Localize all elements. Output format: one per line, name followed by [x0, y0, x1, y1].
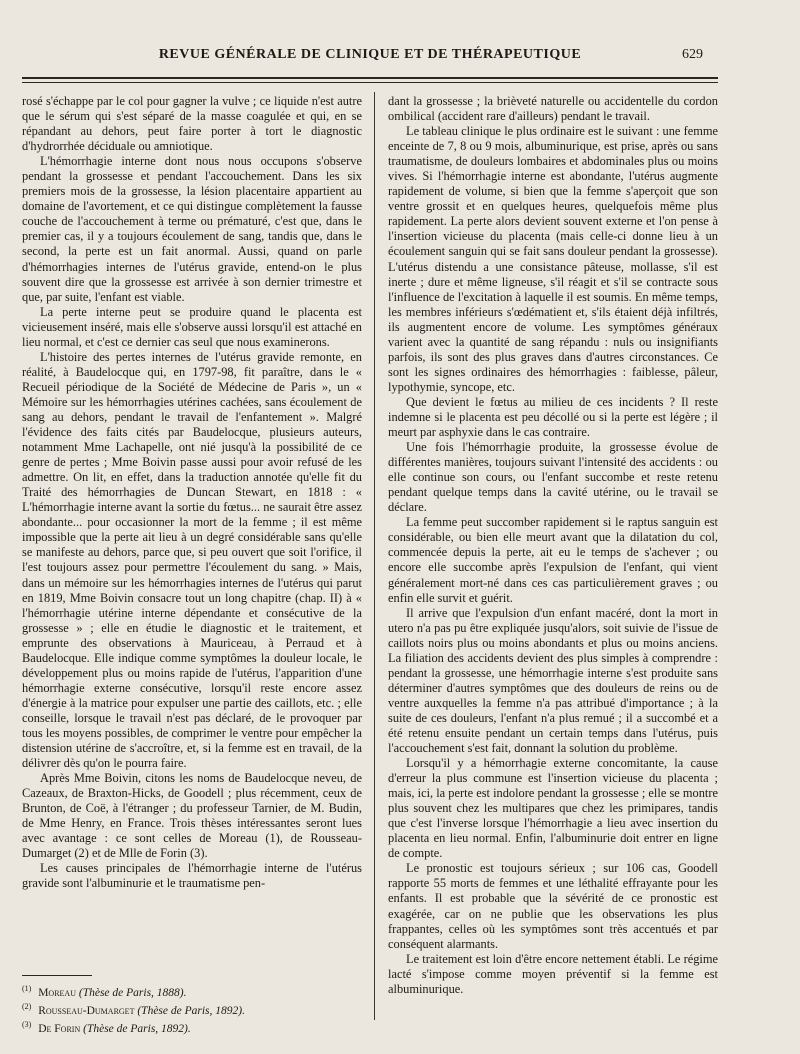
footnote-author: Moreau — [38, 986, 76, 999]
paragraph: Lorsqu'il y a hémorrhagie externe concomitante, la cause d'erreur la plus commune est l'insertion vicieuse du placenta ; mais, ici, la perte est indolore pendant la grossesse ; elle se montre plus souvent chez les multipares que chez les primipares, tandis que c'est l'inverse lorsque l'hémorrhagie a lieu avec insertion du placenta en lieu normal. Enfin, l'albuminurie doit entrer en ligne de compte. — [388, 756, 718, 861]
right-column — [388, 94, 718, 997]
paragraph: Les causes principales de l'hémorrhagie interne de l'utérus gravide sont l'albuminurie et le traumatisme pen- — [22, 861, 362, 891]
footnotes — [22, 975, 362, 1035]
paragraph: Il arrive que l'expulsion d'un enfant macéré, dont la mort in utero n'a pas pu être expliquée jusqu'alors, soit suivie de l'issue de caillots noirs plus ou moins abondants et plus ou moins anciens. La filiation des accidents devient des plus simples à comprendre : pendant la grossesse, une hémorrhagie interne s'est produite sans déterminer d'autres symptômes que des douleurs de reins ou de ventre auxquelles la femme n'a pas attribué d'importance ; à la suite de ces douleurs, l'enfant n'a plus remué ; il a succombé et a été retenu ensuite pendant un certain temps dans l'utérus, puis l'accouchement s'est fait, donnant la solution du problème. — [388, 605, 718, 756]
paragraph: L'hémorrhagie interne dont nous nous occupons s'observe pendant la grossesse et pendant l'accouchement. Dans les six premiers mois de la grossesse, la lésion placentaire appartient au domaine de l'avortement, et ce qui distingue complètement la fausse couche de l'accouchement à terme ou prématuré, c'est que, dans le premier cas, il y a toujours écoulement de sang, tandis que, dans le second, la perte est un fait anormal. Aussi, quand on parle d'hémorrhagies internes de l'utérus gravide, entend-on le plus souvent dire que la grossesse est arrivée à son dernier trimestre et que, par suite, l'enfant est viable. — [22, 154, 362, 304]
paragraph: Une fois l'hémorrhagie produite, la grossesse évolue de différentes manières, toujours suivant l'intensité des accidents : ou elle continue son cours, ou l'enfant succombe et reste retenu pendant quelque temps dans la cavité utérine, ou le travail se déclare. — [388, 440, 718, 515]
footnote-author: De Forin — [38, 1022, 81, 1035]
column-divider — [374, 92, 375, 1020]
paragraph: La femme peut succomber rapidement si le raptus sanguin est considérable, ou bien elle meurt avant que la dilatation du col, commencée depuis la perte, ait eu le temps de s'achever ; ou encore elle succombe après l'expulsion de l'enfant, qui vient généralement mort-né dans ces cas particulièrement graves ; ou enfin elle survit et guérit. — [388, 515, 718, 605]
footnote-source: (Thèse de Paris, 1892). — [83, 1022, 191, 1035]
paragraph: Après Mme Boivin, citons les noms de Baudelocque neveu, de Cazeaux, de Braxton-Hicks, de Goodell ; plus récemment, ceux de Brunton, de Coë, à l'étranger ; du professeur Tarnier, de M. Budin, de Mme Henry, en France. Trois thèses intéressantes seront lues avec avantage : ce sont celles de Moreau (1), de Rousseau-Dumarget (2) et de Mlle de Forin (3). — [22, 771, 362, 861]
footnote-mark: (3) — [22, 1019, 32, 1029]
footnote — [22, 1000, 362, 1018]
paragraph: Le pronostic est toujours sérieux ; sur 106 cas, Goodell rapporte 55 morts de femmes et une léthalité effrayante pour les enfants. Il est probable que la sévérité de ce pronostic est exagérée, car on ne publie que les observations les plus frappantes, celles où les symptômes sont très accentués et par conséquent alarmants. — [388, 861, 718, 951]
page-number: 629 — [682, 47, 703, 62]
left-column — [22, 94, 362, 891]
paragraph: rosé s'échappe par le col pour gagner la vulve ; ce liquide n'est autre que le sérum qui s'est séparé de la masse coagulée et qui, en se répandant au dehors, peut faire porter à tort le diagnostic d'hydrorrhée déciduale ou amniotique. — [22, 94, 362, 154]
paragraph: La perte interne peut se produire quand le placenta est vicieusement inséré, mais elle s'observe aussi lorsqu'il est attaché en lieu normal, et c'est ce dernier cas seul que nous examinerons. — [22, 304, 362, 349]
footnote-author: Rousseau-Dumarget — [38, 1004, 135, 1017]
footnote-source: (Thèse de Paris, 1888). — [78, 986, 187, 999]
running-title: REVUE GÉNÉRALE DE CLINIQUE ET DE THÉRAPEUTIQUE — [158, 47, 582, 62]
footnote — [22, 982, 362, 1000]
paragraph: L'histoire des pertes internes de l'utérus gravide remonte, en réalité, à Baudelocque qui, en 1797-98, fit paraître, dans le « Recueil périodique de la Société de Médecine de Paris », un « Mémoire sur les hémorrhagies utérines cachées, sans écoulement de sang au dehors, pendant le travail de l'enfantement ». Malgré l'évidence des faits cités par Baudelocque, plusieurs auteurs, notamment Mme Lachapelle, ont nié jusqu'à la possibilité de ce genre de pertes ; Mme Boivin passe aussi pour avoir refusé de les admettre. On lit, en effet, dans la traduction annotée qu'elle fit du Traité des hémorrhagies de Duncan Stewart, en 1818 : « L'hémorrhagie interne avant la sortie du fœtus... ne saurait être assez abondante... pour occasionner la mort de la femme ; il est même impossible que la perte ait lieu à un degré considérable sans qu'elle se manifeste au dehors, parce que, si peu ouvert que soit l'orifice, il l'est toujours assez pour permettre l'écoulement du sang. » Mais, dans un mémoire sur les hémorrhagies internes de l'utérus qui parut en 1819, Mme Boivin consacre tout un long chapitre (chap. II) à « l'hémorrhagie utérine interne dépendante et consécutive de la grossesse » ; elle en étudie le diagnostic et le traitement, et emprunte des observations à Mauriceau, à Perraud et à Baudelocque. Elle indique comme symptômes la douleur locale, le développement plus ou moins rapide de l'utérus, l'apparition d'une hémorrhagie externe consécutive, lorsqu'il reste encore assez d'énergie à la matrice pour expulser une partie des caillots, etc. ; elle conseille, lorsque le travail n'est pas déclaré, de le provoquer par tous les moyens possibles, de comprimer le ventre pour empêcher la distension utérine de s'accroître, et, si la femme est en travail, de la délivrer dès qu'on le pourra faire. — [22, 349, 362, 771]
footnote-source: (Thèse de Paris, 1892). — [137, 1004, 245, 1017]
paragraph: Le traitement est loin d'être encore nettement établi. Le régime lacté s'impose comme moyen préventif si la femme est albuminurique. — [388, 951, 718, 996]
footnote-rule — [22, 975, 92, 976]
paragraph: Le tableau clinique le plus ordinaire est le suivant : une femme enceinte de 7, 8 ou 9 mois, albuminurique, est prise, après ou sans traumatisme, de douleurs lombaires et abdominales plus ou moins vives. Si l'hémorrhagie interne est abondante, l'utérus augmente rapidement de volume, si bien que la femme s'aperçoit que son ventre grossit et en quelques heures, quelquefois même plus rapidement. La perte alors devient souvent externe et l'on pense à l'insertion vicieuse du placenta (mais celle-ci donne lieu à un écoulement sanguin qui se fait sans douleur pendant la grossesse). L'utérus distendu a une consistance pâteuse, mollasse, s'il est inerte ; dure et même ligneuse, s'il réagit et s'il se contracte sous l'influence de l'excitation à laquelle il est soumis. En même temps, les membres inférieurs s'œdématient et, s'ils étaient déjà infiltrés, ils augmentent encore de volume. Les symptômes généraux varient avec la quantité de sang répandu : nuls ou insignifiants parfois, ils sont des plus graves dans d'autres circonstances. Ce sont les signes ordinaires des hémorrhagies : faiblesse, pâleur, lypothymie, syncope, etc. — [388, 124, 718, 394]
header-rule-thin — [22, 82, 718, 83]
paragraph: dant la grossesse ; la brièveté naturelle ou accidentelle du cordon ombilical (accident rare d'ailleurs) pendant le travail. — [388, 94, 718, 124]
footnote — [22, 1018, 362, 1036]
footnote-mark: (2) — [22, 1001, 32, 1011]
footnote-mark: (1) — [22, 984, 32, 993]
paragraph: Que devient le fœtus au milieu de ces incidents ? Il reste indemne si le placenta est peu décollé ou si la perte est légère ; il meurt par asphyxie dans le cas contraire. — [388, 394, 718, 440]
header-rule — [22, 77, 718, 79]
